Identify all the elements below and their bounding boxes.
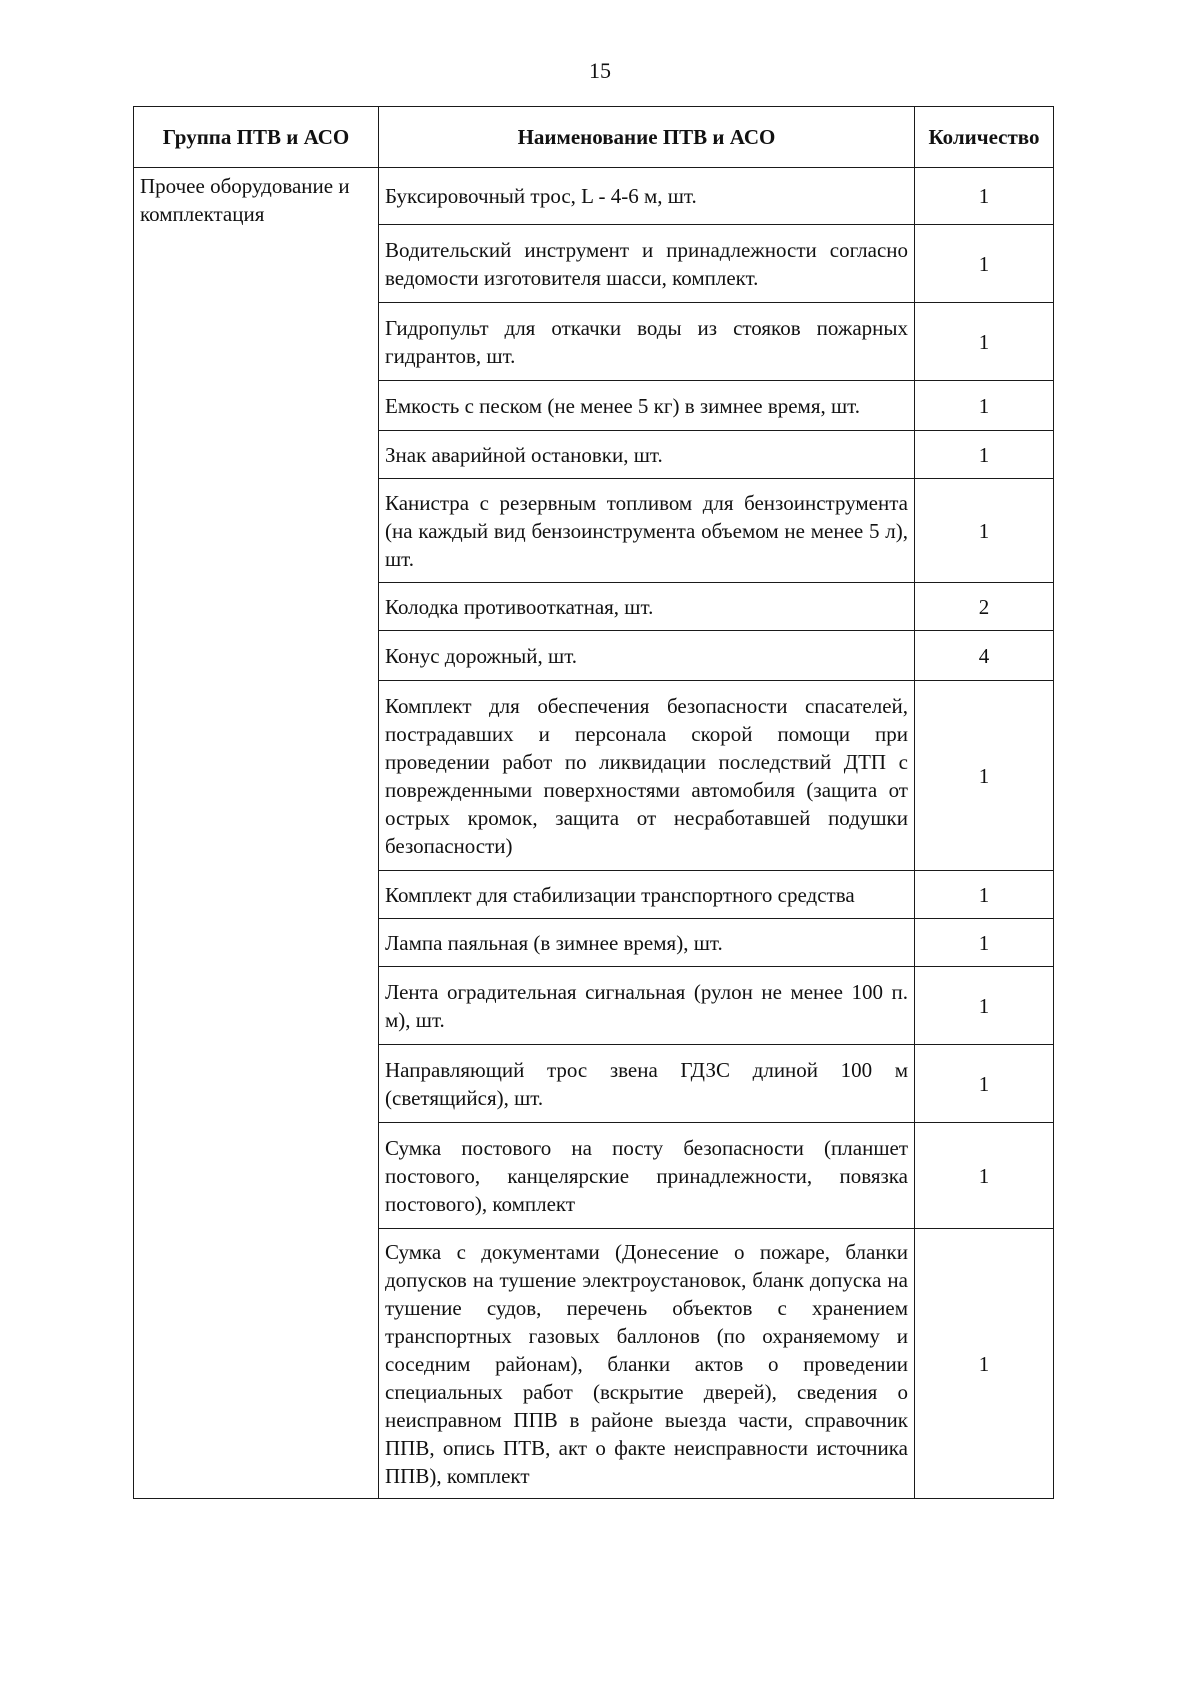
equipment-table: [133, 106, 1054, 1499]
item-quantity: 1: [915, 681, 1054, 871]
item-name: Буксировочный трос, L - 4-6 м, шт.: [379, 168, 915, 225]
item-name: Водительский инструмент и принадлежности согласно ведомости изготовителя шасси, комплект.: [379, 225, 915, 303]
table-row: [134, 168, 1054, 225]
item-quantity: 1: [915, 919, 1054, 967]
item-name: Комплект для стабилизации транспортного средства: [379, 871, 915, 919]
item-quantity: 1: [915, 1229, 1054, 1499]
item-name: Емкость с песком (не менее 5 кг) в зимнее время, шт.: [379, 381, 915, 431]
item-name: Знак аварийной остановки, шт.: [379, 431, 915, 479]
item-quantity: 1: [915, 1045, 1054, 1123]
item-quantity: 1: [915, 871, 1054, 919]
item-name: Сумка с документами (Донесение о пожаре, бланки допусков на тушение электроустановок, бланк допуска на тушение судов, перечень объектов с хранением транспортных газовых баллонов (по охраняемому и соседним районам), бланки актов о проведении специальных работ (вскрытие дверей), сведения о неисправном ППВ в районе выезда части, справочник ППВ, опись ПТВ, акт о факте неисправности источника ППВ), комплект: [379, 1229, 915, 1499]
item-quantity: 1: [915, 225, 1054, 303]
item-name: Направляющий трос звена ГДЗС длиной 100 м (светящийся), шт.: [379, 1045, 915, 1123]
group-cell: Прочее оборудование и комплектация: [134, 168, 379, 1499]
item-quantity: 1: [915, 967, 1054, 1045]
item-name: Канистра с резервным топливом для бензоинструмента (на каждый вид бензоинструмента объемом не менее 5 л), шт.: [379, 479, 915, 583]
item-name: Конус дорожный, шт.: [379, 631, 915, 681]
item-name: Комплект для обеспечения безопасности спасателей, пострадавших и персонала скорой помощи при проведении работ по ликвидации последствий ДТП с поврежденными поверхностями автомобиля (защита от острых кромок, защита от несработавшей подушки безопасности): [379, 681, 915, 871]
item-quantity: 1: [915, 303, 1054, 381]
header-quantity: Количество: [915, 107, 1054, 168]
item-quantity: 1: [915, 168, 1054, 225]
item-quantity: 4: [915, 631, 1054, 681]
item-quantity: 1: [915, 479, 1054, 583]
header-group: Группа ПТВ и АСО: [134, 107, 379, 168]
item-name: Лампа паяльная (в зимнее время), шт.: [379, 919, 915, 967]
table-header-row: [134, 107, 1054, 168]
item-name: Гидропульт для откачки воды из стояков пожарных гидрантов, шт.: [379, 303, 915, 381]
header-name: Наименование ПТВ и АСО: [379, 107, 915, 168]
item-quantity: 2: [915, 583, 1054, 631]
item-name: Сумка постового на посту безопасности (планшет постового, канцелярские принадлежности, повязка постового), комплект: [379, 1123, 915, 1229]
item-quantity: 1: [915, 381, 1054, 431]
page-number: 15: [589, 58, 611, 83]
item-quantity: 1: [915, 1123, 1054, 1229]
item-name: Лента оградительная сигнальная (рулон не менее 100 п. м), шт.: [379, 967, 915, 1045]
item-name: Колодка противооткатная, шт.: [379, 583, 915, 631]
item-quantity: 1: [915, 431, 1054, 479]
